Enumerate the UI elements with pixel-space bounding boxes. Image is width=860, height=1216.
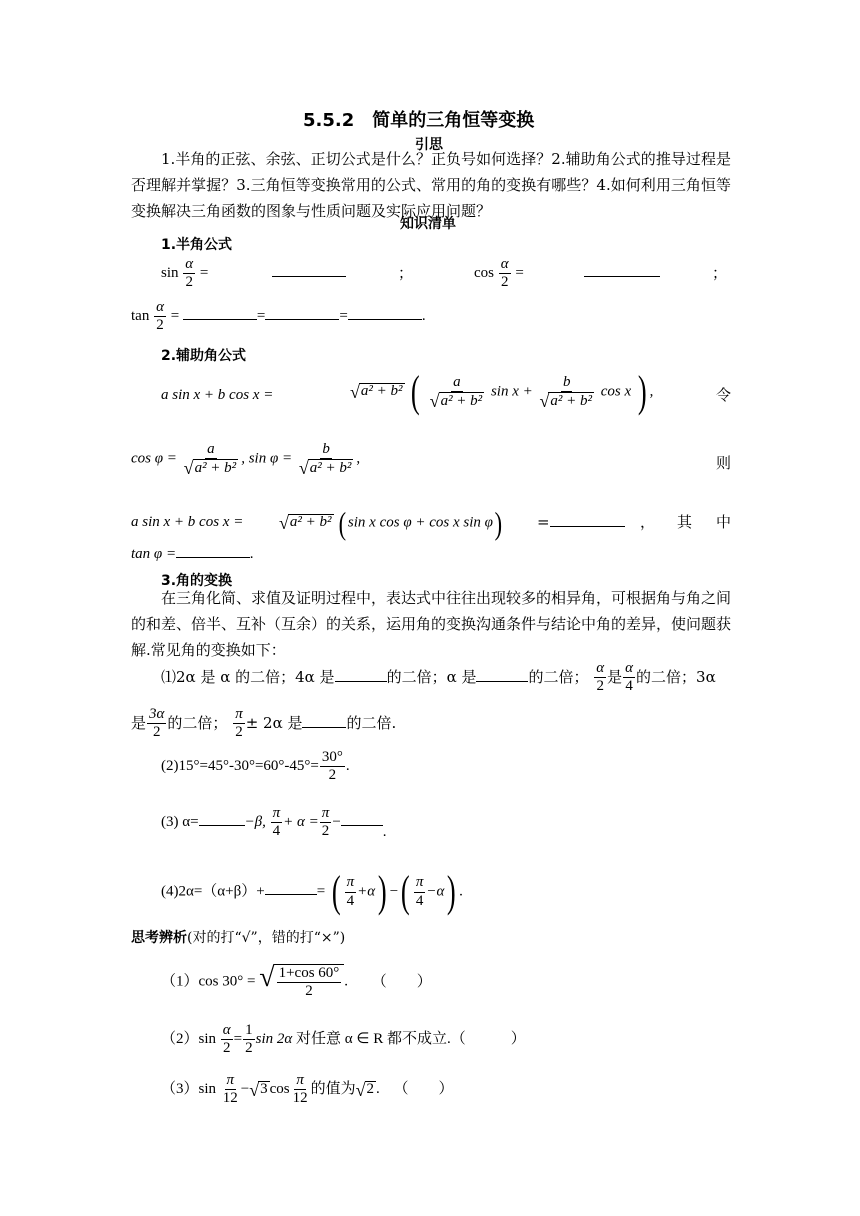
pi: π: [225, 1072, 237, 1090]
angle-transform-heading: 3.角的变换: [161, 573, 233, 589]
item2-den: 2: [328, 767, 337, 784]
item1-p2: 的二倍；α 是: [386, 667, 477, 686]
q2-num: （2）: [161, 1031, 199, 1048]
eq-blank: [537, 515, 625, 530]
zhong: 中: [716, 513, 732, 531]
period: .: [459, 883, 463, 900]
twelve: 12: [292, 1090, 308, 1107]
alpha: α: [623, 660, 635, 678]
period: .: [344, 973, 349, 990]
plus-alpha: + α =: [283, 814, 319, 831]
half-angle-cos: [474, 256, 524, 292]
two: 2: [222, 1040, 231, 1057]
q1-num-in: 1+cos 60°: [277, 965, 342, 983]
blank-aux-result[interactable]: [550, 526, 625, 527]
eq: =: [199, 265, 209, 282]
item3-p2: −β,: [244, 814, 266, 831]
alpha: α: [594, 660, 606, 678]
comma: ,: [356, 450, 361, 467]
eq: =: [316, 883, 326, 900]
blank-item3-1[interactable]: [199, 825, 245, 826]
period: .: [250, 546, 254, 562]
two: 2: [152, 724, 161, 741]
a: a: [205, 441, 217, 459]
semicolon: ；: [712, 264, 728, 282]
cosx: cos x: [600, 383, 632, 400]
comma: ,: [649, 383, 654, 400]
blank-cos-half[interactable]: [584, 276, 660, 277]
two: 2: [185, 274, 193, 291]
section-heading-knowledge: 知识清单: [400, 216, 456, 232]
two: 2: [235, 724, 243, 741]
item1-p9: 的二倍.: [346, 713, 397, 732]
alpha: α: [499, 256, 511, 274]
item2-num: 30°: [320, 749, 345, 767]
item4-p1: (4)2α=（α+β）+: [161, 883, 265, 900]
half-angle-sin: [161, 256, 208, 292]
q1-den: 2: [305, 983, 313, 1000]
angle-item-1-line2: [131, 706, 396, 742]
item1-p7: 的二倍；: [167, 713, 228, 732]
twelve: 12: [222, 1090, 238, 1107]
a2b2: a² + b²: [194, 460, 237, 477]
angle-transform-intro: 在三角化简、求值及证明过程中，表达式中往往出现较多的相异角，可根据角与角之间的和差、倍半、互补（互余）的关系，运用角的变换沟通条件与结论中角的差异，使问题获解.常见角的变换如下：: [131, 589, 732, 659]
item2-text: (2)15°=45°-30°=60°-45°=: [161, 758, 319, 775]
q3-text: 的值为: [310, 1081, 356, 1098]
phi-defs: cos φ = a √ a² + b² , sin φ = b √ a² + b² ,: [131, 441, 361, 479]
q3-sin: sin: [198, 1081, 217, 1098]
aux-rhs-2: √ a² + b² ( sin x cos φ + cos x sin φ): [279, 505, 503, 541]
four: 4: [625, 678, 633, 695]
two: 2: [500, 274, 509, 291]
pi: π: [320, 805, 332, 823]
blank-tan-3[interactable]: [348, 319, 422, 320]
ze: 则: [716, 454, 732, 472]
a2b2: a² + b²: [309, 460, 352, 477]
a2b2: a² + b²: [550, 393, 592, 409]
tanphi-line: [131, 547, 254, 562]
pi: π: [345, 874, 357, 892]
thinking-line: [131, 931, 345, 945]
angle-item-1-line1: [161, 660, 716, 696]
section-heading-yinsi: 引思: [415, 137, 443, 153]
thinking-note: (对的打“√”，错的打“×”): [187, 930, 346, 946]
blank-sin-half[interactable]: [272, 276, 346, 277]
aux-angle-heading: 2.辅助角公式: [161, 348, 247, 364]
blank-item4[interactable]: [265, 894, 317, 895]
aux-lhs-2: a sin x + b cos x =: [131, 514, 244, 530]
cos-label: cos: [474, 265, 494, 282]
aux-formula: √ a² + b² ( a √ a² + b² sin x + b √ a² + b² cos x ) ,: [350, 367, 654, 416]
minus: −: [332, 814, 341, 831]
ling: 令: [716, 386, 732, 404]
angle-item-2: [161, 749, 350, 785]
eq-sign: =: [339, 308, 348, 325]
blank-tan-2[interactable]: [265, 319, 339, 320]
blank-tan-1[interactable]: [183, 319, 257, 320]
thinking-q3: （3）sin $\frac{\pi}{12}$ − √ 3 cos $\frac{\pi}{12}$ 的值为 √ 2 . （ ）: [161, 1072, 454, 1107]
four: 4: [346, 892, 355, 909]
blank-item1-1[interactable]: [335, 681, 387, 682]
q2-text[interactable]: 对任意 α ∈ R 都不成立.（ ）: [296, 1031, 526, 1048]
angle-item-4: (4)2α=（α+β）+ = ( $\frac{\pi}{4}$ +α) −( $\frac{\pi}{4}$ −α) .: [161, 867, 463, 916]
a2b2: a² + b²: [360, 383, 403, 399]
minus-alpha: −α: [426, 883, 445, 900]
root3: 3: [260, 1080, 268, 1097]
page-title: 5.5.2 简单的三角恒等变换: [303, 110, 535, 131]
tan-label: tan: [131, 308, 150, 325]
eq-sign: =: [256, 308, 266, 325]
one: 1: [243, 1022, 255, 1040]
eq: =: [537, 513, 550, 531]
q3-cos: cos: [269, 1081, 290, 1098]
yinsi-text: 1.半角的正弦、余弦、正切公式是什么？正负号如何选择？2.辅助角公式的推导过程是否理解并掌握？3.三角恒等变换常用的公式、常用的角的变换有哪些？4.如何利用三角恒等变换解决三角函数的图象与性质问题及实际应用问题？: [131, 150, 731, 220]
thinking-q1: （1）cos 30° = √ $\frac{1+\cos 60^\circ}{2}$ . （ ）: [161, 962, 432, 1000]
pi: π: [271, 805, 283, 823]
thinking-heading: 思考辨析: [131, 930, 187, 946]
item1-p8: ± 2α 是: [245, 713, 303, 732]
angle-item-3: [161, 805, 387, 841]
sinphi: , sin φ =: [241, 450, 293, 467]
pi: π: [233, 706, 245, 724]
a2b2: a² + b²: [440, 393, 483, 409]
pi: π: [414, 874, 426, 892]
q1-answer-paren[interactable]: （ ）: [371, 973, 432, 990]
period: .: [345, 758, 350, 775]
a: a: [451, 374, 463, 392]
period: .: [382, 824, 387, 841]
q3-answer-paren[interactable]: （ ）: [393, 1081, 454, 1098]
period: .: [421, 308, 426, 325]
a2b2: a² + b²: [289, 514, 332, 530]
eq: =: [515, 265, 524, 282]
four: 4: [272, 823, 281, 840]
two: 2: [321, 823, 330, 840]
alpha: α: [221, 1022, 233, 1040]
sin-label: sin: [161, 265, 179, 282]
q2-rhs: sin 2α: [255, 1031, 293, 1048]
root2: 2: [366, 1080, 375, 1097]
eq: =: [170, 308, 180, 325]
item1-p5: 的二倍；3α: [636, 667, 716, 686]
half-angle-tan: [131, 299, 426, 335]
minus: −: [389, 883, 399, 900]
paren-content: sin x cos φ + cos x sin φ: [347, 514, 493, 531]
two: 2: [596, 678, 604, 695]
item3-p1: (3) α=: [161, 814, 199, 831]
blank-item1-3[interactable]: [302, 727, 346, 728]
pi: π: [294, 1072, 306, 1090]
item1-p1: ⑴2α 是 α 的二倍；4α 是: [161, 667, 335, 686]
blank-item3-2[interactable]: [341, 825, 383, 826]
item1-p6: 是: [131, 713, 147, 732]
eq: =: [233, 1031, 243, 1048]
alpha: α: [154, 299, 166, 317]
q1-num: （1）: [161, 973, 199, 990]
b: b: [320, 441, 332, 459]
thinking-q2: [161, 1022, 526, 1058]
two: 2: [156, 317, 164, 334]
blank-tanphi[interactable]: [176, 557, 250, 558]
q1-lhs: cos 30° =: [198, 973, 256, 990]
item1-p4: 是: [607, 667, 623, 686]
item1-p3: 的二倍；: [528, 667, 589, 686]
semicolon: ；: [398, 264, 414, 282]
q2-lhs: sin: [198, 1031, 217, 1048]
cosphi: cos φ =: [131, 450, 177, 467]
period: .: [376, 1081, 380, 1098]
sinx: sin x +: [490, 383, 533, 400]
minus: −: [240, 1081, 250, 1098]
four: 4: [415, 892, 424, 909]
plus-alpha: +α: [357, 883, 376, 900]
alpha: α: [183, 256, 195, 274]
three-alpha: 3α: [147, 706, 166, 724]
comma2: ，: [640, 513, 656, 531]
aux-lhs: a sin x + b cos x =: [161, 387, 274, 403]
tanphi: tan φ =: [131, 546, 177, 562]
qi: 其: [677, 513, 693, 531]
half-angle-heading: 1.半角公式: [161, 237, 233, 253]
q3-num: （3）: [161, 1081, 199, 1098]
two: 2: [245, 1040, 253, 1057]
b: b: [561, 374, 573, 392]
blank-item1-2[interactable]: [476, 681, 528, 682]
